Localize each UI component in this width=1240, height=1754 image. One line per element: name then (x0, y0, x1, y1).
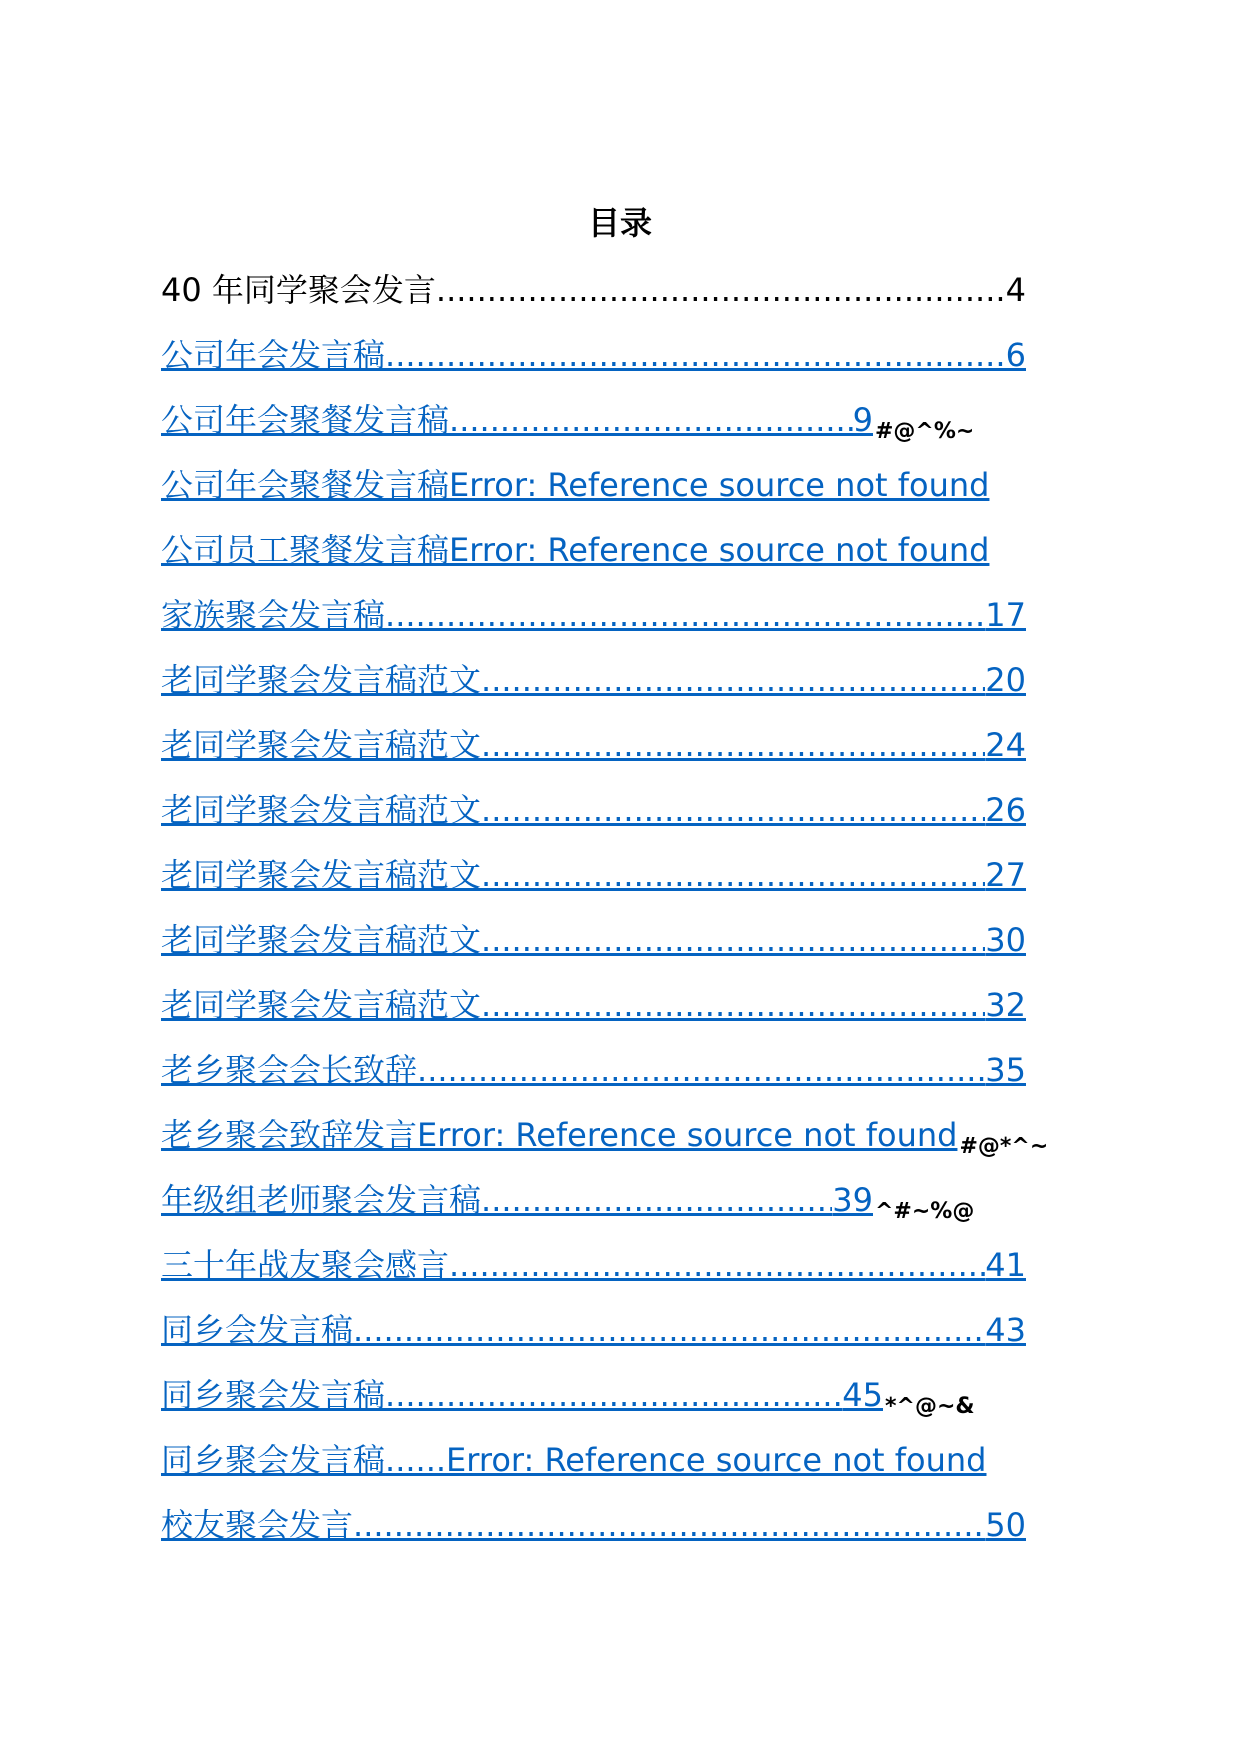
toc-entry-link[interactable] (161, 1373, 883, 1417)
toc-entry-page-number: 20 (985, 661, 1026, 699)
toc-entry[interactable] (161, 788, 1211, 853)
toc-leader-dots (385, 1373, 842, 1417)
toc-entry-mark: ^#~%@ (875, 1199, 975, 1224)
toc-entry-label: 公司年会聚餐发言稿 (161, 466, 450, 504)
toc-entry-page-number: 50 (985, 1506, 1026, 1544)
toc-entry[interactable] (161, 1178, 1211, 1243)
toc-leader-dots (385, 593, 985, 637)
toc-entry-error: Error: Reference source not found (417, 1116, 958, 1154)
toc-entry-page-number: 27 (985, 856, 1026, 894)
toc-entry-link[interactable] (161, 853, 1026, 897)
toc-leader-dots (481, 1178, 832, 1222)
toc-entry-page-number: 17 (985, 596, 1026, 634)
toc-entry-page-number: 6 (1005, 336, 1026, 374)
toc-entry[interactable] (161, 1308, 1211, 1373)
toc-leader-dots (481, 658, 985, 702)
toc-entry[interactable] (161, 853, 1211, 918)
toc-entry-page-number: 35 (985, 1051, 1026, 1089)
toc-entry-mark: *^@~& (885, 1394, 975, 1419)
toc-entry-label: 公司员工聚餐发言稿 (161, 531, 450, 569)
toc-leader-dots (481, 918, 985, 962)
document-title: 目录 (587, 204, 652, 242)
toc-entry[interactable] (161, 333, 1211, 398)
toc-entry[interactable] (161, 1438, 1211, 1503)
toc-entry[interactable] (161, 658, 1211, 723)
toc-leader-dots (449, 398, 853, 442)
toc-entry[interactable] (161, 593, 1211, 658)
toc-entry-page-number: 24 (985, 726, 1026, 764)
toc-entry-page-number: 39 (832, 1181, 873, 1219)
toc-entry-label: 三十年战友聚会感言 (161, 1246, 450, 1284)
toc-entry-page-number: 26 (985, 791, 1026, 829)
toc-leader-dots (481, 983, 985, 1027)
toc-entry-page-number: 43 (985, 1311, 1026, 1349)
toc-entry-link[interactable] (161, 1308, 1026, 1352)
toc-entry-label: 公司年会聚餐发言稿 (161, 401, 450, 439)
toc-entry[interactable] (161, 528, 1211, 593)
toc-entry-label: 同乡聚会发言稿 (161, 1441, 386, 1479)
toc-leader-dots (385, 333, 1006, 377)
toc-leader-dots (353, 1308, 985, 1352)
toc-entry-link[interactable] (161, 1113, 957, 1157)
toc-leader-dots (417, 1048, 985, 1092)
toc-entry-page-number: 45 (842, 1376, 883, 1414)
toc-entry-label: 老乡聚会会长致辞 (161, 1051, 418, 1089)
toc-entry-label: 40 年同学聚会发言 (161, 271, 436, 309)
table-of-contents (161, 268, 1211, 1568)
toc-entry-page-number: 32 (985, 986, 1026, 1024)
toc-entry-link[interactable] (161, 658, 1026, 702)
toc-entry[interactable] (161, 1113, 1211, 1178)
toc-leader-dots (481, 788, 985, 832)
toc-entry-label: 老同学聚会发言稿范文 (161, 661, 482, 699)
toc-entry-link[interactable] (161, 723, 1026, 767)
toc-entry[interactable] (161, 1503, 1211, 1568)
toc-entry-page-number: 30 (985, 921, 1026, 959)
toc-entry[interactable] (161, 1243, 1211, 1308)
toc-entry-link[interactable] (161, 1048, 1026, 1092)
toc-entry-label: 老同学聚会发言稿范文 (161, 856, 482, 894)
toc-entry-link[interactable] (161, 1243, 1026, 1287)
toc-entry[interactable] (161, 918, 1211, 983)
toc-entry-label: 校友聚会发言 (161, 1506, 354, 1544)
toc-leader-dots (436, 268, 1006, 312)
toc-entry (161, 268, 1211, 333)
toc-entry[interactable] (161, 1373, 1211, 1438)
toc-entry-link[interactable] (161, 528, 989, 572)
toc-entry-label: 老同学聚会发言稿范文 (161, 726, 482, 764)
toc-entry-page-number: 41 (985, 1246, 1026, 1284)
toc-entry[interactable] (161, 723, 1211, 788)
toc-entry-label: 公司年会发言稿 (161, 336, 386, 374)
toc-entry[interactable] (161, 983, 1211, 1048)
toc-entry-label: 老乡聚会致辞发言 (161, 1116, 418, 1154)
toc-entry-link[interactable] (161, 788, 1026, 832)
toc-entry[interactable] (161, 463, 1211, 528)
toc-entry-page-number: 4 (1005, 271, 1026, 309)
toc-entry-link[interactable] (161, 1438, 986, 1482)
toc-entry-link[interactable] (161, 918, 1026, 962)
toc-entry-link[interactable] (161, 333, 1026, 377)
toc-entry-label: 年级组老师聚会发言稿 (161, 1181, 482, 1219)
toc-leader-dots (481, 723, 985, 767)
toc-entry-link[interactable] (161, 1503, 1026, 1547)
toc-entry-label: 老同学聚会发言稿范文 (161, 921, 482, 959)
toc-entry[interactable] (161, 398, 1211, 463)
toc-entry-label: 老同学聚会发言稿范文 (161, 986, 482, 1024)
toc-entry-mark: #@*^~ (959, 1134, 1049, 1159)
toc-entry-page-number: 9 (852, 401, 873, 439)
toc-entry-error: Error: Reference source not found (449, 531, 990, 569)
toc-entry-error: Error: Reference source not found (449, 466, 990, 504)
toc-leader-dots (353, 1503, 985, 1547)
toc-leader-dots (449, 1243, 985, 1287)
toc-entry-mark: #@^%~ (875, 419, 975, 444)
toc-entry-label: 家族聚会发言稿 (161, 596, 386, 634)
toc-entry-label: 同乡会发言稿 (161, 1311, 354, 1349)
toc-entry-link[interactable] (161, 593, 1026, 637)
toc-entry[interactable] (161, 1048, 1211, 1113)
toc-entry-link[interactable] (161, 463, 989, 507)
toc-entry-link[interactable] (161, 398, 873, 442)
toc-entry-link[interactable] (161, 983, 1026, 1027)
toc-entry-label: 老同学聚会发言稿范文 (161, 791, 482, 829)
toc-entry-row (161, 268, 1026, 312)
toc-entry-link[interactable] (161, 1178, 873, 1222)
toc-leader-dots (481, 853, 985, 897)
toc-entry-error: ......Error: Reference source not found (385, 1441, 987, 1479)
toc-entry-label: 同乡聚会发言稿 (161, 1376, 386, 1414)
